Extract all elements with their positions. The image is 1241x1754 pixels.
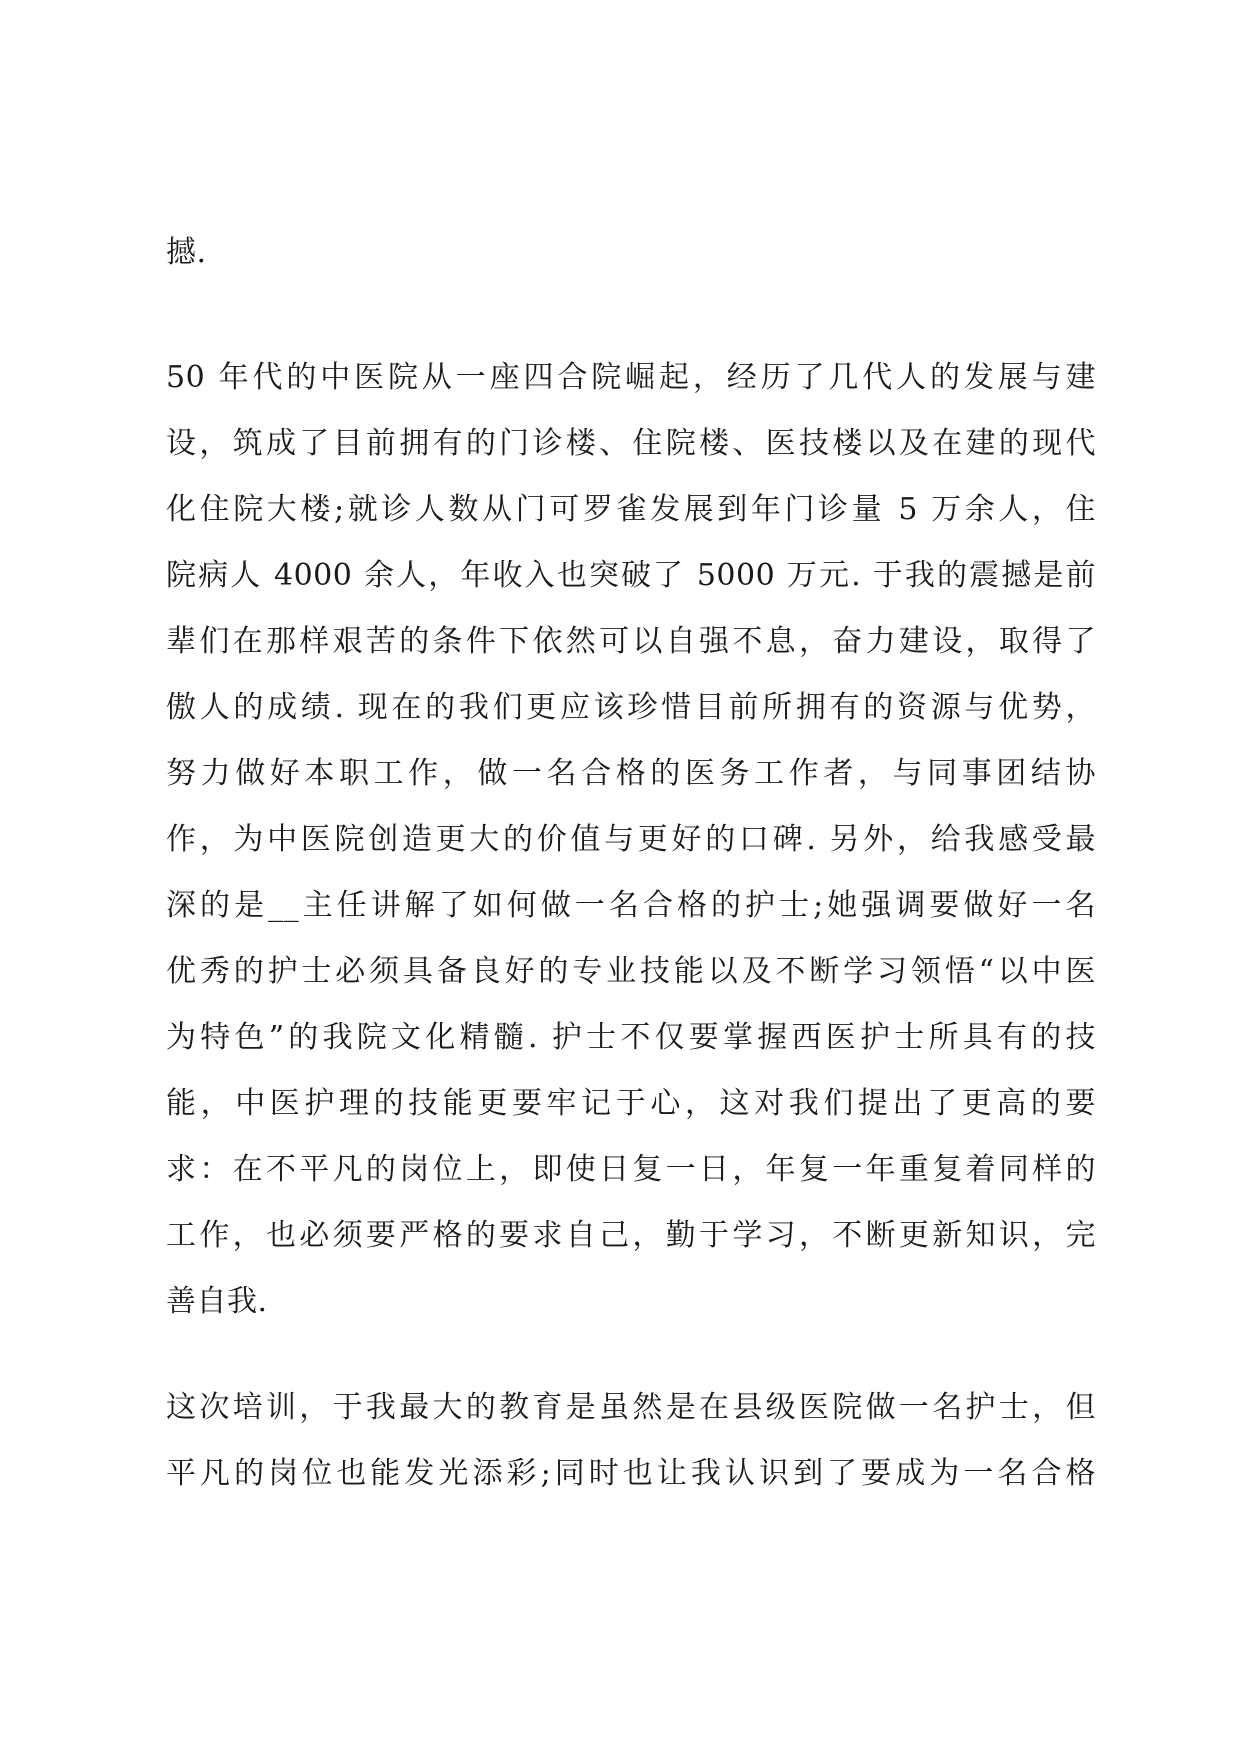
text-line: 院病人 4000 余人，年收入也突破了 5000 万元. 于我的震撼是前 <box>166 558 1096 593</box>
text-line: 善自我. <box>166 1284 268 1319</box>
text-line: 优秀的护士必须具备良好的专业技能以及不断学习领悟“以中医 <box>166 954 1096 989</box>
text-line: 深的是__主任讲解了如何做一名合格的护士;她强调要做好一名 <box>166 888 1096 923</box>
paragraph-3 <box>166 1375 1096 1507</box>
text-line: 为特色”的我院文化精髓. 护士不仅要掌握西医护士所具有的技 <box>166 1020 1096 1055</box>
text-line: 设，筑成了目前拥有的门诊楼、住院楼、医技楼以及在建的现代 <box>166 426 1096 461</box>
paragraph-2 <box>166 345 1096 1335</box>
text-line: 化住院大楼;就诊人数从门可罗雀发展到年门诊量 5 万余人，住 <box>166 492 1096 527</box>
text-line: 辈们在那样艰苦的条件下依然可以自强不息，奋力建设，取得了 <box>166 624 1096 659</box>
text-line: 作，为中医院创造更大的价值与更好的口碑. 另外，给我感受最 <box>166 822 1096 857</box>
text-line: 能，中医护理的技能更要牢记于心，这对我们提出了更高的要 <box>166 1086 1096 1121</box>
text-line: 50 年代的中医院从一座四合院崛起，经历了几代人的发展与建 <box>166 360 1096 395</box>
text-line: 平凡的岗位也能发光添彩;同时也让我认识到了要成为一名合格 <box>166 1456 1096 1491</box>
text-line: 傲人的成绩. 现在的我们更应该珍惜目前所拥有的资源与优势， <box>166 690 1096 725</box>
text-line: 求：在不平凡的岗位上，即使日复一日，年复一年重复着同样的 <box>166 1152 1096 1187</box>
paragraph-1 <box>166 220 1096 286</box>
text-line: 撼. <box>166 235 207 270</box>
text-line: 这次培训，于我最大的教育是虽然是在县级医院做一名护士，但 <box>166 1390 1096 1425</box>
text-line: 努力做好本职工作，做一名合格的医务工作者，与同事团结协 <box>166 756 1096 791</box>
text-line: 工作，也必须要严格的要求自己，勤于学习，不断更新知识，完 <box>166 1218 1096 1253</box>
